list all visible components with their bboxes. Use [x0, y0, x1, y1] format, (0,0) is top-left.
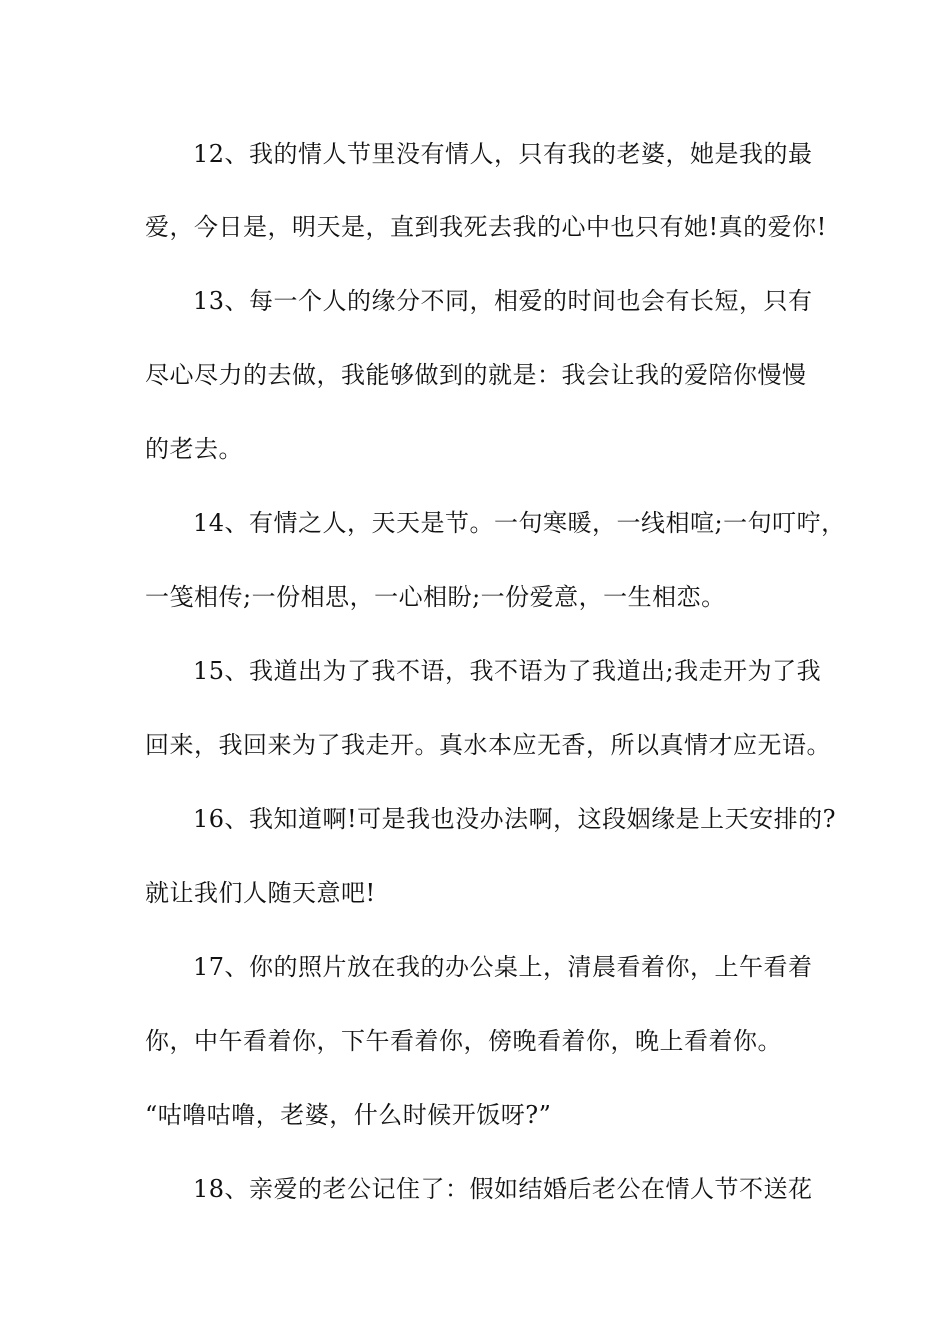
paragraph-18-line-1: 18、亲爱的老公记住了：假如结婚后老公在情人节不送花 — [193, 1175, 813, 1203]
paragraph-13-line-2: 尽心尽力的去做，我能够做到的就是：我会让我的爱陪你慢慢 — [145, 361, 807, 389]
paragraph-17-line-1: 17、你的照片放在我的办公桌上，清晨看着你，上午看着 — [193, 953, 813, 981]
paragraph-12-line-2: 爱，今日是，明天是，直到我死去我的心中也只有她!真的爱你! — [145, 213, 827, 241]
paragraph-14-line-2: 一笺相传;一份相思，一心相盼;一份爱意，一生相恋。 — [145, 583, 726, 611]
paragraph-17-line-3: “咕噜咕噜，老婆，什么时候开饭呀?” — [145, 1101, 552, 1129]
paragraph-12-line-1: 12、我的情人节里没有情人，只有我的老婆，她是我的最 — [193, 140, 813, 168]
paragraph-13-line-3: 的老去。 — [145, 435, 243, 463]
paragraph-14-line-1: 14、有情之人，天天是节。一句寒暖，一线相喧;一句叮咛， — [193, 509, 846, 537]
paragraph-16-line-2: 就让我们人随天意吧! — [145, 879, 376, 907]
paragraph-13-line-1: 13、每一个人的缘分不同，相爱的时间也会有长短，只有 — [193, 287, 813, 315]
paragraph-17-line-2: 你，中午看着你，下午看着你，傍晚看着你，晚上看着你。 — [145, 1027, 782, 1055]
paragraph-15-line-1: 15、我道出为了我不语，我不语为了我道出;我走开为了我 — [193, 657, 822, 685]
paragraph-16-line-1: 16、我知道啊!可是我也没办法啊，这段姻缘是上天安排的? — [193, 805, 837, 833]
paragraph-15-line-2: 回来，我回来为了我走开。真水本应无香，所以真情才应无语。 — [145, 731, 831, 759]
